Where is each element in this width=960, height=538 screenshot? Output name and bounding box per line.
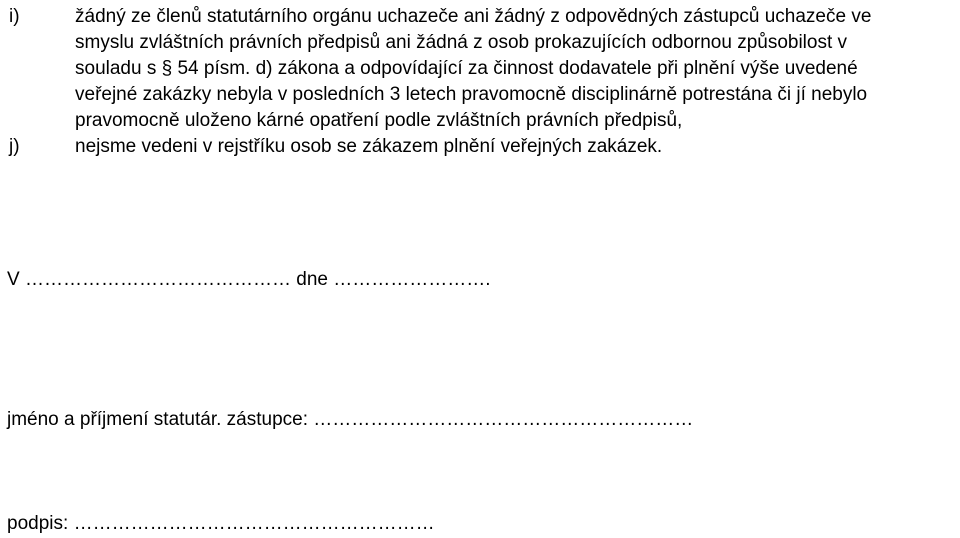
representative-blank: …………………………………………………… — [313, 409, 694, 430]
place-date-line — [7, 267, 491, 293]
place-blank: …………………………………… — [24, 269, 291, 290]
list-marker: i) — [9, 6, 20, 27]
place-prefix: V — [7, 269, 20, 290]
item-text-line: veřejné zakázky nebyla v posledních 3 letech pravomocně disciplinárně potrestána či jí nebylo — [75, 84, 868, 105]
item-text-line: žádný ze členů statutárního orgánu uchazeče ani žádný z odpovědných zástupců uchazeče ve — [75, 6, 872, 27]
date-blank: ……………………. — [333, 269, 491, 290]
representative-label: jméno a příjmení statutár. zástupce: — [7, 409, 308, 430]
item-text-line: souladu s § 54 písm. d) zákona a odpovídající za činnost dodavatele při plnění výše uvedené — [75, 58, 858, 79]
item-text-line: pravomocně uloženo kárné opatření podle zvláštních právních předpisů, — [75, 110, 683, 131]
signature-line — [7, 511, 435, 537]
list-marker: j) — [9, 136, 20, 157]
signature-blank: ………………………………………………… — [73, 513, 435, 534]
signature-label: podpis: — [7, 513, 69, 534]
item-text-line: smyslu zvláštních právních předpisů ani žádná z osob prokazujících odbornou způsobilost v — [75, 32, 848, 53]
date-label: dne — [296, 269, 328, 290]
item-text-line: nejsme vedeni v rejstříku osob se zákazem plnění veřejných zakázek. — [75, 136, 663, 157]
representative-line — [7, 407, 693, 433]
